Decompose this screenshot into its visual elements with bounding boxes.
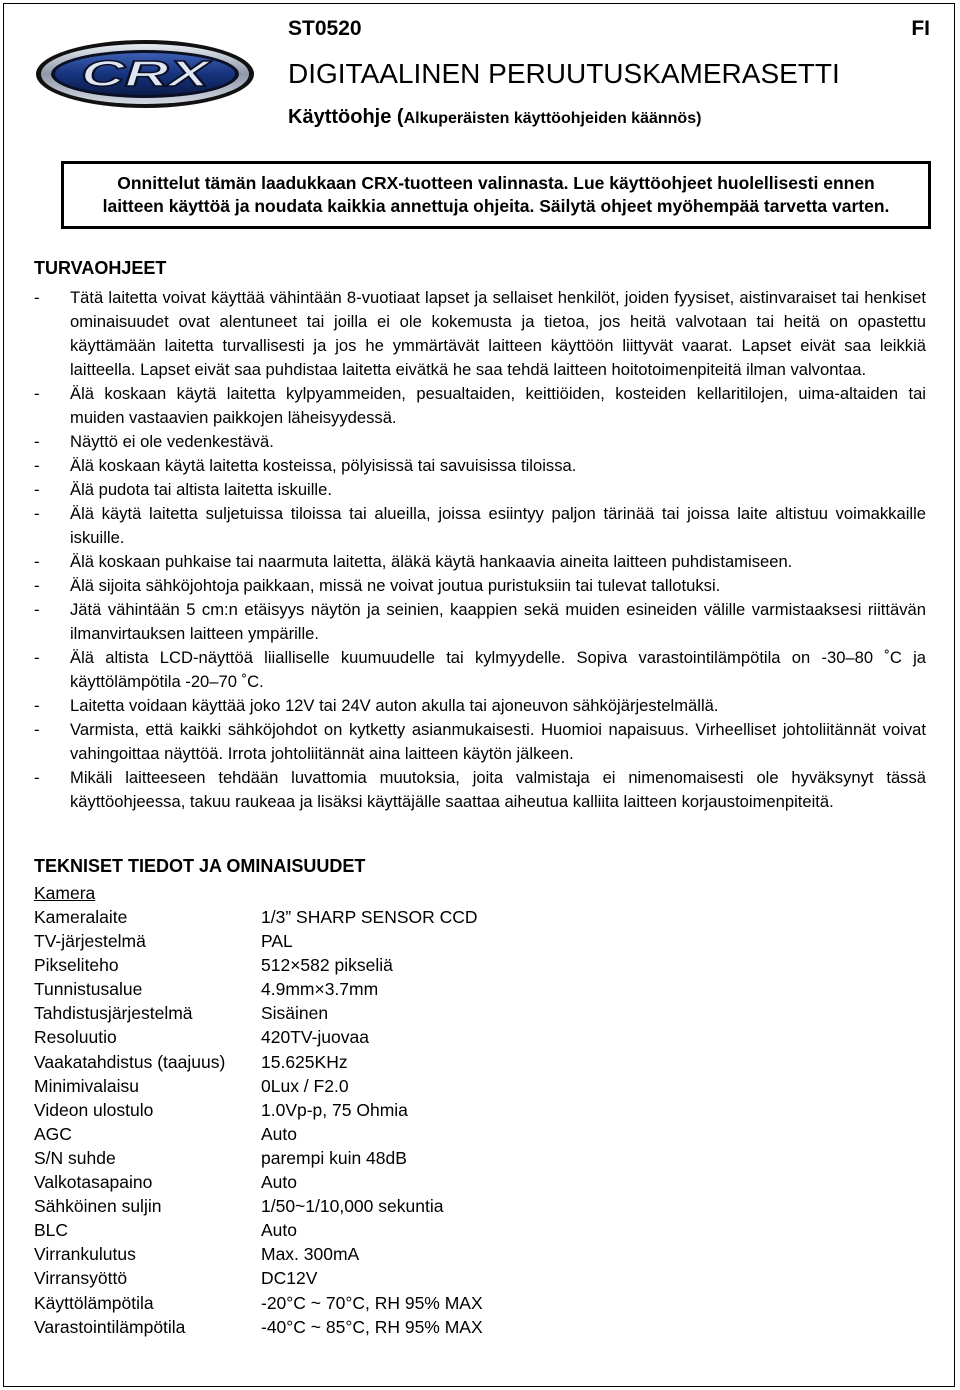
product-code: ST0520 xyxy=(288,17,362,40)
safety-item-text: Älä käytä laitetta suljetuissa tiloissa tai alueilla, joissa esiintyy paljon tärinää tai joissa laite altistuu voimakkaille iskuille. xyxy=(70,504,926,547)
safety-list xyxy=(34,286,926,814)
safety-item xyxy=(34,286,926,382)
document-title: DIGITAALINEN PERUUTUSKAMERASETTI xyxy=(288,58,840,89)
spec-row xyxy=(34,1025,926,1049)
bullet-dash: - xyxy=(34,432,40,451)
spec-label: Käyttölämpötila xyxy=(34,1292,154,1313)
spec-label: Tunnistusalue xyxy=(34,979,143,1000)
safety-item xyxy=(34,718,926,766)
spec-value: Auto xyxy=(261,1123,297,1144)
spec-value: Auto xyxy=(261,1172,297,1193)
safety-item-text: Älä altista LCD-näyttöä liialliselle kuumuudelle tai kylmyydelle. Sopiva varastointilämpötila on -30–80 ˚C ja käyttölämpötila -20–70 ˚C. xyxy=(70,648,926,691)
spec-label: Virrankulutus xyxy=(34,1244,136,1265)
bullet-dash: - xyxy=(34,600,40,619)
notice-box xyxy=(61,161,931,229)
safety-item-text: Älä koskaan käytä laitetta kylpyammeiden, pesualtaiden, keittiöiden, kosteiden kellaritilojen, uima-altaiden tai muiden vastaavien paikkojen läheisyydessä. xyxy=(70,384,926,427)
spec-value: Auto xyxy=(261,1220,297,1241)
safety-section xyxy=(34,258,926,814)
spec-row xyxy=(34,1218,926,1242)
bullet-dash: - xyxy=(34,696,40,715)
bullet-dash: - xyxy=(34,768,40,787)
spec-row xyxy=(34,1001,926,1025)
spec-value: 0Lux / F2.0 xyxy=(261,1075,349,1096)
spec-value: Sisäinen xyxy=(261,1003,329,1024)
spec-row xyxy=(34,1315,926,1339)
safety-item xyxy=(34,574,926,598)
spec-row xyxy=(34,1122,926,1146)
bullet-dash: - xyxy=(34,648,40,667)
spec-value: -40°C ~ 85°C, RH 95% MAX xyxy=(261,1316,483,1337)
safety-item-text: Jätä vähintään 5 cm:n etäisyys näytön ja seinien, kaappien sekä muiden esineiden välille varmistaaksesi riittävän ilmanvirtauksen laitteen ympärille. xyxy=(70,600,926,643)
spec-row xyxy=(34,1146,926,1170)
safety-item-text: Tätä laitetta voivat käyttää vähintään 8-vuotiaat lapset ja sellaiset henkilöt, joiden fyysiset, aistinvaraiset tai henkiset ominaisuudet ovat alentuneet tai joilla ei ole kokemusta ja tietoa, jos heitä valvotaan tai heitä on opastettu käyttämään laitetta turvallisesti ja jos he ymmärtävät laitteen käyttöön liittyvät vaarat. Lapset eivät saa leikkiä laitteella. Lapset eivät saa puhdistaa laitetta eivätkä he saa tehdä laitteen hoitotoimenpiteitä ilman valvontaa. xyxy=(70,288,926,379)
spec-label: Resoluutio xyxy=(34,1027,117,1048)
spec-row xyxy=(34,1266,926,1290)
safety-item-text: Älä koskaan puhkaise tai naarmuta laitetta, äläkä käytä hankaavia aineita laitteen puhdistamiseen. xyxy=(70,552,793,571)
safety-item xyxy=(34,430,926,454)
safety-item-text: Älä sijoita sähköjohtoja paikkaan, missä ne voivat joutua puristuksiin tai tulevat tallotuksi. xyxy=(70,576,721,595)
spec-value: 15.625KHz xyxy=(261,1051,348,1072)
language-code: FI xyxy=(911,17,930,40)
spec-row xyxy=(34,1098,926,1122)
bullet-dash: - xyxy=(34,480,40,499)
document-subtitle xyxy=(288,106,701,129)
safety-item xyxy=(34,766,926,814)
notice-line: Onnittelut tämän laadukkaan CRX-tuotteen valinnasta. Lue käyttöohjeet huolellisesti ennen xyxy=(117,173,875,193)
spec-label: Minimivalaisu xyxy=(34,1075,140,1096)
spec-value: 4.9mm×3.7mm xyxy=(261,979,379,1000)
spec-label: Valkotasapaino xyxy=(34,1172,153,1193)
spec-value: 1/3” SHARP SENSOR CCD xyxy=(261,907,478,927)
bullet-dash: - xyxy=(34,720,40,739)
safety-item xyxy=(34,382,926,430)
spec-value: Max. 300mA xyxy=(261,1244,360,1265)
safety-item xyxy=(34,502,926,550)
spec-value: DC12V xyxy=(261,1268,318,1289)
spec-value: -20°C ~ 70°C, RH 95% MAX xyxy=(261,1292,483,1313)
spec-row xyxy=(34,1291,926,1315)
specs-category: Kamera xyxy=(34,883,96,903)
safety-item-text: Laitetta voidaan käyttää joko 12V tai 24V auton akulla tai ajoneuvon sähköjärjestelmällä. xyxy=(70,696,719,715)
spec-row xyxy=(34,1242,926,1266)
safety-item-text: Varmista, että kaikki sähköjohdot on kytketty asianmukaisesti. Huomioi napaisuus. Virheelliset johtoliitännät voivat vahingoittaa näyttöä. Irrota johtoliitännät aina laitteen käytön jälkeen. xyxy=(70,720,926,763)
specs-section xyxy=(34,856,926,1339)
safety-heading: TURVAOHJEET xyxy=(34,258,167,278)
spec-table xyxy=(34,905,926,1339)
safety-item xyxy=(34,454,926,478)
spec-value: 1/50~1/10,000 sekuntia xyxy=(261,1196,444,1217)
specs-heading: TEKNISET TIEDOT JA OMINAISUUDET xyxy=(34,856,366,876)
spec-label: Tahdistusjärjestelmä xyxy=(34,1003,193,1024)
spec-row xyxy=(34,929,926,953)
spec-label: Virransyöttö xyxy=(34,1268,128,1289)
spec-label: TV-järjestelmä xyxy=(34,931,146,952)
spec-label: Kameralaite xyxy=(34,907,128,927)
spec-row xyxy=(34,1074,926,1098)
safety-item-text: Mikäli laitteeseen tehdään luvattomia muutoksia, joita valmistaja ei nimenomaisesti ole hyväksynyt tässä käyttöohjeessa, takuu raukeaa ja lisäksi käyttäjälle saattaa aiheutua kalliita laitteen korjaustoimenpiteitä. xyxy=(70,768,926,811)
subtitle-main: Käyttöohje ( xyxy=(288,106,404,128)
spec-label: AGC xyxy=(34,1123,72,1144)
safety-item xyxy=(34,550,926,574)
crx-logo xyxy=(34,38,256,110)
bullet-dash: - xyxy=(34,288,40,307)
spec-value: 512×582 pikseliä xyxy=(261,955,393,976)
spec-label: BLC xyxy=(34,1220,69,1241)
subtitle-note: Alkuperäisten käyttöohjeiden käännös) xyxy=(403,110,702,127)
notice-line: laitteen käyttöä ja noudata kaikkia annettuja ohjeita. Säilytä ohjeet myöhempää tarvetta varten. xyxy=(102,196,890,216)
spec-value: 1.0Vp-p, 75 Ohmia xyxy=(261,1099,408,1120)
spec-value: 420TV-juovaa xyxy=(261,1027,369,1048)
spec-label: Sähköinen suljin xyxy=(34,1196,162,1217)
safety-item xyxy=(34,646,926,694)
spec-row xyxy=(34,1050,926,1074)
bullet-dash: - xyxy=(34,576,40,595)
bullet-dash: - xyxy=(34,384,40,403)
bullet-dash: - xyxy=(34,504,40,523)
spec-row xyxy=(34,977,926,1001)
safety-item xyxy=(34,694,926,718)
spec-label: Varastointilämpötila xyxy=(34,1316,186,1337)
spec-label: Vaakatahdistus (taajuus) xyxy=(34,1051,226,1072)
spec-label: Pikseliteho xyxy=(34,955,119,976)
spec-row xyxy=(34,905,926,929)
spec-row xyxy=(34,953,926,977)
spec-value: parempi kuin 48dB xyxy=(261,1147,407,1168)
logo-text: CRX xyxy=(81,53,213,94)
safety-item xyxy=(34,598,926,646)
spec-row xyxy=(34,1170,926,1194)
bullet-dash: - xyxy=(34,456,40,475)
safety-item xyxy=(34,478,926,502)
safety-item-text: Näyttö ei ole vedenkestävä. xyxy=(70,432,274,451)
spec-label: Videon ulostulo xyxy=(34,1099,154,1120)
safety-item-text: Älä koskaan käytä laitetta kosteissa, pölyisissä tai savuisissa tiloissa. xyxy=(70,456,577,475)
spec-value: PAL xyxy=(261,931,293,952)
bullet-dash: - xyxy=(34,552,40,571)
safety-item-text: Älä pudota tai altista laitetta iskuille. xyxy=(70,480,332,499)
spec-label: S/N suhde xyxy=(34,1147,116,1168)
spec-row xyxy=(34,1194,926,1218)
